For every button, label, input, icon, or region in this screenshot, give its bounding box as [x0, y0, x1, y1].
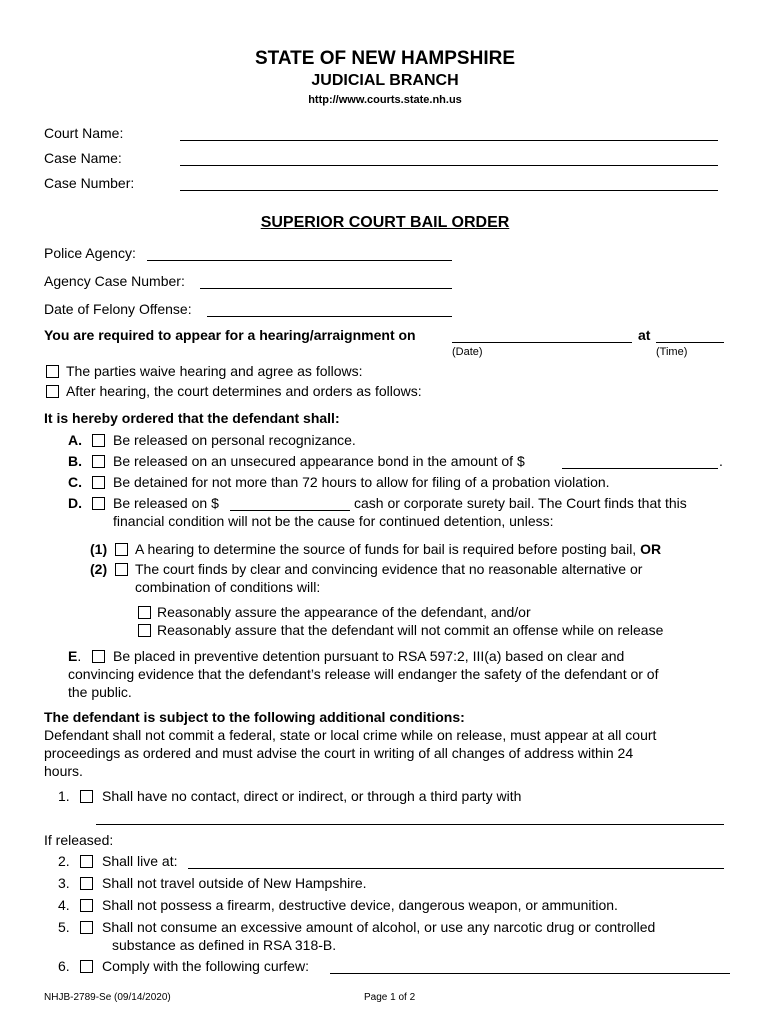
sub1-checkbox[interactable] [115, 543, 128, 556]
order-c-checkbox[interactable] [92, 476, 105, 489]
court-url[interactable]: http://www.courts.state.nh.us [308, 94, 462, 106]
police-agency-label: Police Agency: [44, 245, 136, 261]
police-agency-line[interactable] [147, 260, 452, 261]
waive-checkbox[interactable] [46, 365, 59, 378]
sub2-text: The court finds by clear and convincing evidence that no reasonable alternative or [135, 561, 643, 577]
sub1-num: (1) [90, 541, 108, 557]
condition-5-checkbox[interactable] [80, 921, 93, 934]
case-name-line[interactable] [180, 165, 718, 166]
condition-3-checkbox[interactable] [80, 877, 93, 890]
sub1-or: OR [640, 541, 662, 557]
condition-4-checkbox[interactable] [80, 899, 93, 912]
branch-title: JUDICIAL BRANCH [311, 72, 459, 89]
condition-1-num: 1. [58, 788, 70, 804]
form-id: NHJB-2789-Se (09/14/2020) [44, 992, 171, 1003]
hearing-time-line[interactable] [656, 342, 724, 343]
assure-appearance-label: Reasonably assure the appearance of the defendant, and/or [157, 604, 531, 620]
bail-amount-line[interactable] [230, 510, 350, 511]
sub2-checkbox[interactable] [115, 563, 128, 576]
sub2-text-line2: combination of conditions will: [135, 579, 321, 595]
order-d-letter: D. [68, 495, 82, 511]
felony-date-line[interactable] [207, 316, 452, 317]
condition-6-num: 6. [58, 958, 70, 974]
bond-amount-line[interactable] [562, 468, 718, 469]
condition-1-text: Shall have no contact, direct or indirect, or through a third party with [102, 788, 522, 804]
if-released-label: If released: [44, 832, 114, 848]
sub1-text: A hearing to determine the source of funds for bail is required before posting bail, OR [135, 541, 662, 557]
assure-no-offense-label: Reasonably assure that the defendant will not commit an offense while on release [157, 622, 664, 638]
hearing-at: at [638, 327, 651, 343]
order-b-letter: B. [68, 453, 82, 469]
time-caption: (Time) [656, 346, 688, 358]
order-e-text: Be placed in preventive detention pursuant to RSA 597:2, III(a) based on clear and [113, 648, 625, 664]
order-d-text-cont: cash or corporate surety bail. The Court finds that this [354, 495, 687, 511]
case-name-label: Case Name: [44, 150, 122, 166]
condition-2-text: Shall live at: [102, 853, 178, 869]
condition-5-num: 5. [58, 919, 70, 935]
ordered-heading: It is hereby ordered that the defendant shall: [44, 410, 340, 426]
order-e-text-line3: the public. [68, 684, 132, 700]
hearing-date-line[interactable] [452, 342, 632, 343]
order-d-text: Be released on $ [113, 495, 219, 511]
order-e-letter: E. [68, 648, 82, 664]
condition-1-checkbox[interactable] [80, 790, 93, 803]
after-hearing-checkbox[interactable] [46, 385, 59, 398]
conditions-para-line1: Defendant shall not commit a federal, state or local crime while on release, must appear at all court [44, 727, 657, 743]
order-c-text: Be detained for not more than 72 hours to allow for filing of a probation violation. [113, 474, 610, 490]
condition-5-text-line2: substance as defined in RSA 318-B. [112, 937, 337, 953]
conditions-para-line2: proceedings as ordered and must advise the court in writing of all changes of address within 24 [44, 745, 634, 761]
order-e-text-line2: convincing evidence that the defendant’s release will endanger the safety of the defendant or of [68, 666, 659, 682]
curfew-line[interactable] [330, 973, 730, 974]
condition-2-checkbox[interactable] [80, 855, 93, 868]
condition-6-checkbox[interactable] [80, 960, 93, 973]
order-e-checkbox[interactable] [92, 650, 105, 663]
order-d-text-line2: financial condition will not be the cause for continued detention, unless: [113, 513, 554, 529]
waive-label: The parties waive hearing and agree as follows: [66, 363, 363, 379]
court-name-label: Court Name: [44, 125, 124, 141]
sub2-num: (2) [90, 561, 108, 577]
condition-2-num: 2. [58, 853, 70, 869]
felony-date-label: Date of Felony Offense: [44, 301, 192, 317]
condition-5-text: Shall not consume an excessive amount of alcohol, or use any narcotic drug or controlled [102, 919, 656, 935]
residence-line[interactable] [188, 868, 724, 869]
condition-3-text: Shall not travel outside of New Hampshire. [102, 875, 367, 891]
order-b-checkbox[interactable] [92, 455, 105, 468]
date-caption: (Date) [452, 346, 483, 358]
after-hearing-label: After hearing, the court determines and orders as follows: [66, 383, 422, 399]
no-contact-line[interactable] [96, 824, 724, 825]
condition-6-text: Comply with the following curfew: [102, 958, 309, 974]
conditions-para-line3: hours. [44, 763, 83, 779]
condition-4-text: Shall not possess a firearm, destructive device, dangerous weapon, or ammunition. [102, 897, 618, 913]
hearing-text: You are required to appear for a hearing/arraignment on [44, 327, 416, 343]
case-number-line[interactable] [180, 190, 718, 191]
assure-no-offense-checkbox[interactable] [138, 624, 151, 637]
case-number-label: Case Number: [44, 175, 135, 191]
assure-appearance-checkbox[interactable] [138, 606, 151, 619]
form-title: SUPERIOR COURT BAIL ORDER [260, 214, 510, 231]
court-name-line[interactable] [180, 140, 718, 141]
order-b-end: . [719, 453, 723, 469]
state-title: STATE OF NEW HAMPSHIRE [254, 48, 516, 69]
order-a-text: Be released on personal recognizance. [113, 432, 356, 448]
conditions-heading: The defendant is subject to the following additional conditions: [44, 709, 465, 725]
order-d-checkbox[interactable] [92, 497, 105, 510]
agency-case-number-label: Agency Case Number: [44, 273, 185, 289]
order-b-text: Be released on an unsecured appearance bond in the amount of $ [113, 453, 525, 469]
agency-case-number-line[interactable] [200, 288, 452, 289]
order-a-checkbox[interactable] [92, 434, 105, 447]
condition-3-num: 3. [58, 875, 70, 891]
order-c-letter: C. [68, 474, 82, 490]
condition-4-num: 4. [58, 897, 70, 913]
page-number: Page 1 of 2 [364, 992, 416, 1003]
order-a-letter: A. [68, 432, 82, 448]
